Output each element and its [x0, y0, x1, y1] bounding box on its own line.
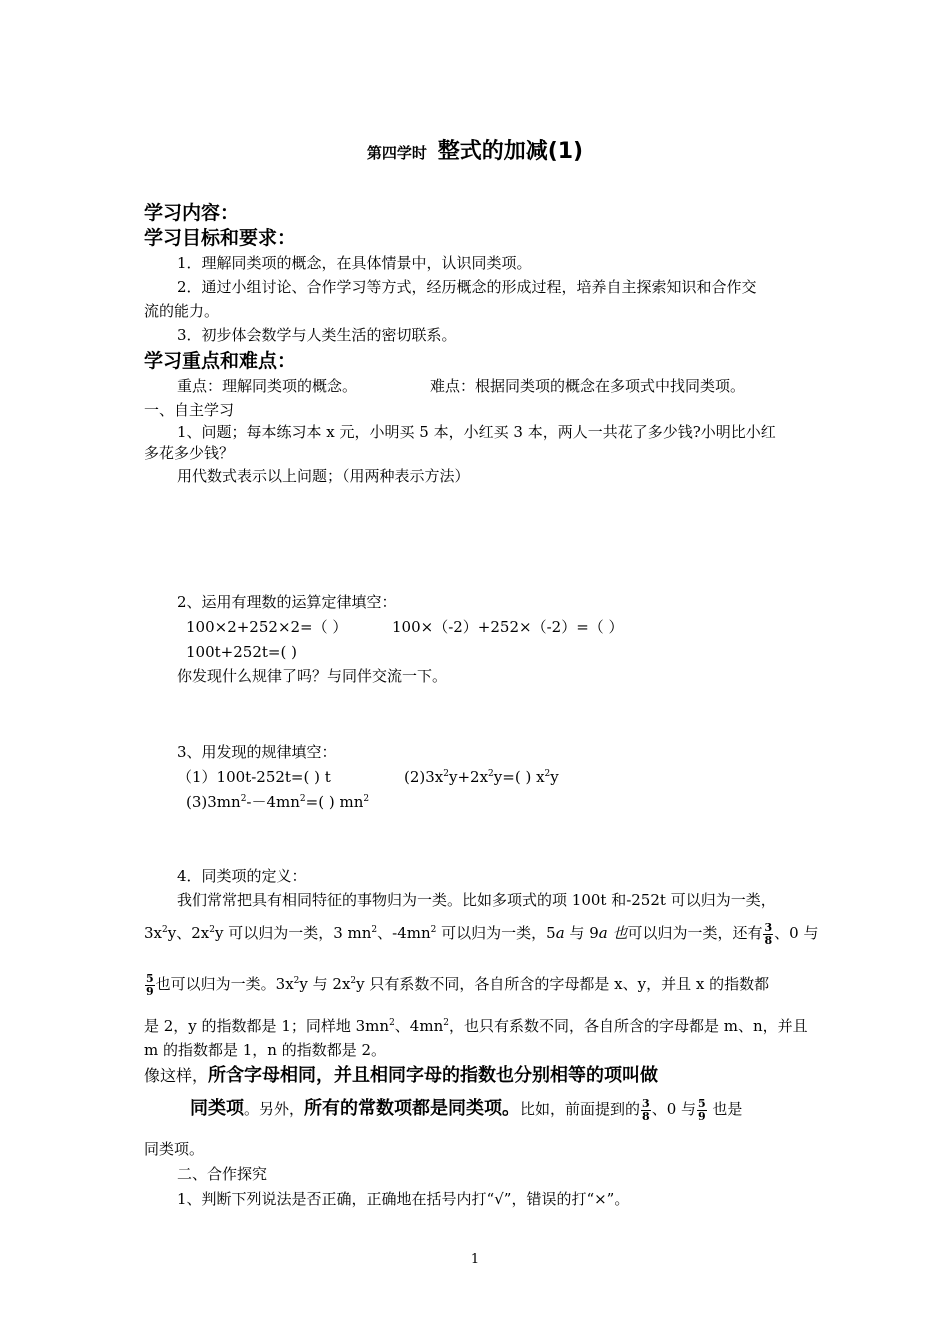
denominator: 8	[642, 1109, 650, 1123]
section2-q1: 1、判断下列说法是否正确，正确地在括号内打“√”，错误的打“×”。	[177, 1190, 630, 1208]
denominator: 9	[698, 1109, 706, 1123]
text: y 与 2x	[299, 975, 351, 993]
q3-c-mid: -－4mn	[246, 793, 300, 811]
text: y、2x	[167, 924, 210, 942]
q1-line1: 1、问题；每本练习本 x 元，小明买 5 本，小红买 3 本，两人一共花了多少钱?小明比小红	[177, 423, 776, 441]
exp: 2	[363, 794, 370, 804]
q2-line3: 你发现什么规律了吗？与同伴交流一下。	[177, 667, 448, 685]
numerator: 5	[146, 971, 154, 985]
fraction-5-9	[697, 1098, 707, 1123]
numerator: 3	[764, 920, 773, 934]
q3-b	[404, 767, 559, 787]
definition-p4	[144, 1016, 808, 1036]
goal-2-cont: 流的能力。	[144, 302, 220, 320]
exp: 2	[293, 976, 300, 986]
definition-p6	[144, 1063, 658, 1089]
page-title	[0, 138, 950, 167]
text: 与 9	[564, 924, 599, 942]
text: 。另外，	[244, 1100, 305, 1118]
q3-c-post: =( ) mn	[305, 793, 364, 811]
goal-3: 3．初步体会数学与人类生活的密切联系。	[177, 326, 457, 344]
exp: 2	[443, 769, 449, 779]
title-prefix: 第四学时	[366, 144, 427, 162]
text: 可以归为一类，还有	[627, 924, 763, 942]
q3-b-mid: y+2x	[449, 768, 489, 786]
text: 可以归为一类，5	[436, 924, 556, 942]
denominator: 9	[146, 984, 154, 998]
italic-a: a	[555, 924, 565, 942]
fraction-5-9	[145, 973, 155, 998]
text: 、4mn	[394, 1017, 444, 1035]
q3-b-pre: (2)3x	[404, 768, 444, 786]
key-focus: 重点：理解同类项的概念。	[177, 377, 358, 395]
fraction-3-8	[641, 1098, 651, 1123]
text: y 可以归为一类，3 mn	[214, 924, 372, 942]
definition-p1: 我们常常把具有相同特征的事物归为一类。比如多项式的项 100t 和-252t 可以归为一类，	[177, 891, 776, 909]
exp: 2	[389, 1018, 395, 1028]
text: 3x	[144, 924, 163, 942]
key-difficulty: 难点：根据同类项的概念在多项式中找同类项。	[430, 377, 746, 395]
definition-p3	[144, 969, 769, 999]
exp: 2	[443, 1018, 449, 1028]
italic-a: a 也	[598, 924, 628, 942]
numerator: 5	[698, 1096, 706, 1110]
section1-heading: 一、自主学习	[144, 401, 235, 419]
fraction-3-8	[763, 922, 773, 947]
definition-p5: m 的指数都是 1，n 的指数都是 2。	[144, 1041, 387, 1059]
q2-b: 100×（-2）+252×（-2）=（ ）	[392, 618, 624, 636]
text: 、0 与	[774, 924, 819, 942]
exp: 2	[544, 769, 551, 779]
goal-1: 1．理解同类项的概念，在具体情景中，认识同类项。	[177, 254, 532, 272]
heading-content: 学习内容：	[144, 202, 240, 224]
exp: 2	[209, 925, 215, 935]
heading-goals: 学习目标和要求：	[144, 227, 297, 249]
q3-line1: 3、用发现的规律填空：	[177, 743, 337, 761]
definition-p8: 同类项。	[144, 1140, 205, 1158]
exp: 2	[350, 976, 357, 986]
exp: 2	[371, 925, 378, 935]
page-number: 1	[470, 1252, 480, 1267]
q1-line2: 多花多少钱？	[144, 444, 235, 462]
q2-line1: 2、运用有理数的运算定律填空：	[177, 593, 397, 611]
definition-bold: 所有的常数项都是同类项。	[304, 1098, 521, 1119]
denominator: 8	[764, 933, 773, 947]
exp: 2	[299, 794, 306, 804]
q3-c	[186, 792, 369, 812]
definition-heading: 4．同类项的定义：	[177, 867, 307, 885]
exp: 2	[162, 925, 168, 935]
title-main: 整式的加减(1)	[437, 139, 584, 164]
goal-2: 2．通过小组讨论、合作学习等方式，经历概念的形成过程，培养自主探索知识和合作交	[177, 278, 757, 296]
q1-line3: 用代数式表示以上问题；（用两种表示方法）	[177, 467, 470, 485]
text: 像这样，	[144, 1066, 209, 1085]
text: 是 2，y 的指数都是 1；同样地 3mn	[144, 1017, 390, 1035]
text: 也可以归为一类。3x	[155, 975, 294, 993]
text: ，也只有系数不同，各自所含的字母都是 m、n，并且	[448, 1017, 808, 1035]
section2-heading: 二、合作探究	[177, 1165, 268, 1183]
heading-key: 学习重点和难点：	[144, 350, 297, 372]
definition-p7	[190, 1094, 742, 1124]
exp: 2	[430, 925, 437, 935]
q2-a: 100×2+252×2=（ ）	[186, 618, 348, 636]
q2-c: 100t+252t=( )	[186, 643, 297, 661]
q3-c-pre: (3)3mn	[186, 793, 241, 811]
q3-b-post: y=( ) x	[493, 768, 545, 786]
definition-p2	[144, 918, 818, 948]
text: 、-4mn	[377, 924, 431, 942]
numerator: 3	[642, 1096, 650, 1110]
q3-a: （1）100t-252t=( ) t	[177, 768, 331, 786]
q3-b-end: y	[550, 768, 559, 786]
definition-bold: 同类项	[190, 1098, 244, 1119]
text: 、0 与	[651, 1100, 696, 1118]
exp: 2	[488, 769, 494, 779]
text: 也是	[707, 1100, 743, 1118]
text: y 只有系数不同，各自所含的字母都是 x、y，并且 x 的指数都	[356, 975, 770, 993]
exp: 2	[240, 794, 247, 804]
text: 比如，前面提到的	[520, 1100, 641, 1118]
definition-bold: 所含字母相同，并且相同字母的指数也分别相等的项叫做	[208, 1065, 659, 1086]
